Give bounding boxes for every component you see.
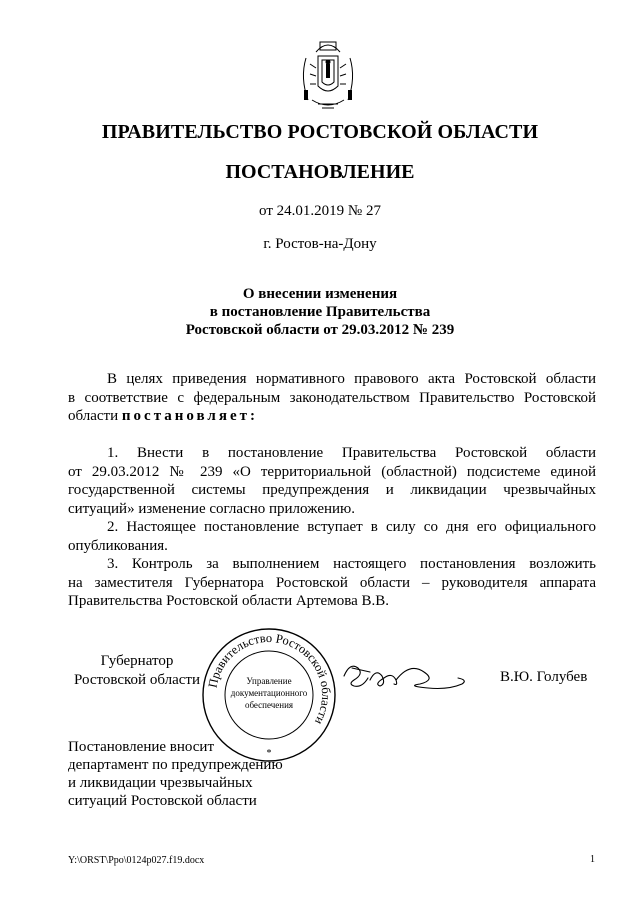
note-line: Постановление вносит (68, 739, 215, 755)
item-line: ситуаций» изменение согласно приложению. (68, 500, 355, 517)
stamp-inner-text: документационного (230, 688, 308, 698)
footer-file-path: Y:\ORST\Ppo\0124p027.f19.docx (68, 855, 205, 866)
handwritten-signature (340, 654, 470, 696)
item-line: 1. Внести в постановление Правительства Ростовской области (107, 445, 596, 461)
item-line: государственной системы предупреждения и ликвидации чрезвычайных (68, 482, 596, 498)
note-line: ситуаций Ростовской области (68, 793, 257, 809)
document-city: г. Ростов-на-Дону (263, 236, 377, 252)
decree-item-2 (68, 518, 596, 555)
submission-note (68, 738, 328, 810)
preamble-line: В целях приведения нормативного правового акта Ростовской области (107, 371, 596, 387)
decree-item-1 (68, 444, 596, 518)
item-line: Правительства Ростовской области Артемова В.В. (68, 593, 389, 609)
signatory-position (68, 652, 206, 690)
stamp-inner-text: обеспечения (244, 700, 294, 710)
note-line: и ликвидации чрезвычайных (68, 775, 253, 791)
document-type: ПОСТАНОВЛЕНИЕ (225, 161, 415, 183)
position-line: Ростовской области (74, 672, 200, 688)
document-date-number: от 24.01.2019 № 27 (259, 203, 381, 219)
decree-item-3 (68, 555, 596, 611)
signatory-name: В.Ю. Голубев (500, 669, 588, 685)
stamp-ring-text: Правительство Ростовской области (205, 630, 334, 727)
note-line: департамент по предупреждению (68, 757, 283, 773)
preamble (68, 370, 596, 426)
government-title: ПРАВИТЕЛЬСТВО РОСТОВСКОЙ ОБЛАСТИ (101, 121, 539, 143)
coat-of-arms-icon (296, 34, 360, 118)
page-number: 1 (590, 854, 595, 865)
item-line: 3. Контроль за выполнением настоящего постановления возложить (107, 556, 596, 572)
item-line: опубликования. (68, 537, 168, 554)
subject-line: Ростовской области от 29.03.2012 № 239 (185, 322, 455, 338)
subject-line: О внесении изменения (242, 286, 398, 302)
subject-line: в постановление Правительства (209, 304, 431, 320)
preamble-line (68, 407, 596, 426)
position-line: Губернатор (100, 653, 174, 669)
item-line: от 29.03.2012 № 239 «О территориальной (областной) подсистеме единой (68, 463, 596, 480)
preamble-prefix: области (68, 408, 122, 424)
stamp-inner-text: Управление (246, 676, 292, 686)
decree-word: постановляет: (121, 408, 258, 424)
preamble-line: в соответствие с федеральным законодательством Правительство Ростовской (68, 389, 596, 406)
item-line: 2. Настоящее постановление вступает в силу со дня его официального (107, 519, 596, 535)
item-line: на заместителя Губернатора Ростовской области – руководителя аппарата (68, 574, 596, 591)
stamp-star: * (266, 748, 272, 759)
